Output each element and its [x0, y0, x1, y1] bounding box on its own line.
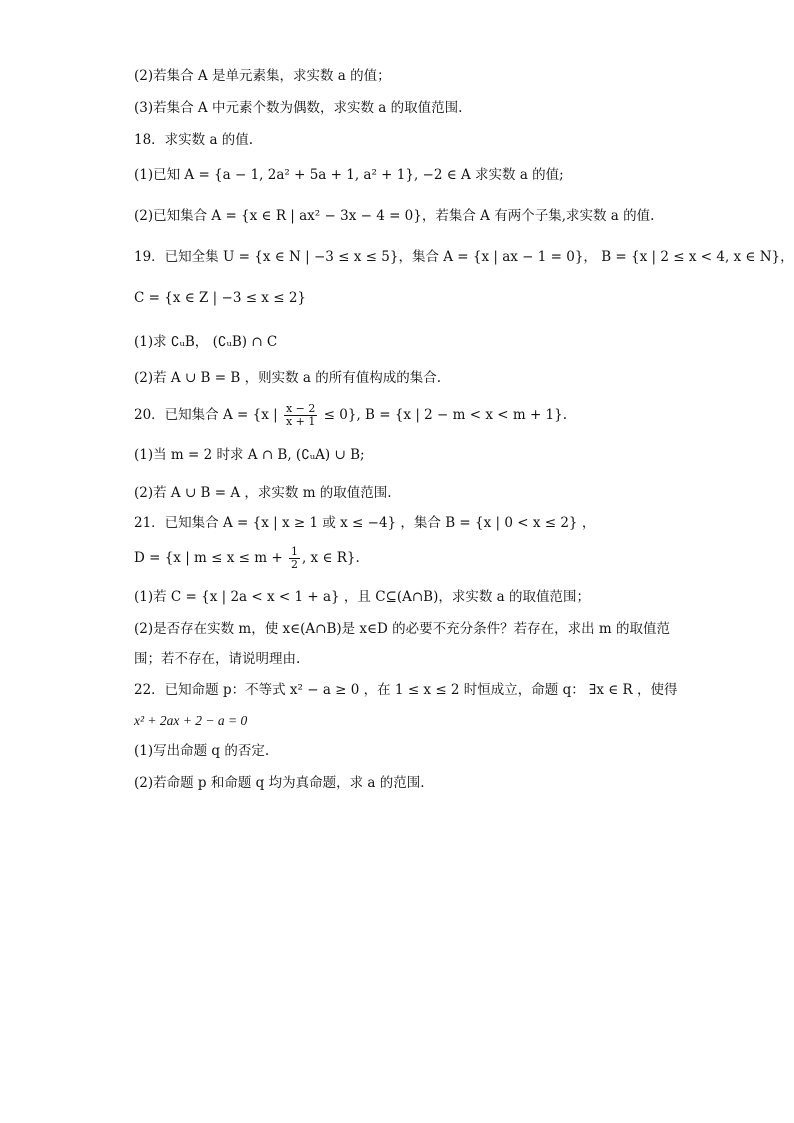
- q21-suffix: , x ∈ R}.: [301, 550, 360, 566]
- q21-denominator: 2: [290, 558, 298, 571]
- question-19-part-2: (2)若 A ∪ B = B ，则实数 a 的所有值构成的集合.: [134, 370, 442, 386]
- question-17-part-2: (2)若集合 A 是单元素集，求实数 a 的值；: [134, 68, 391, 84]
- question-17-part-3: (3)若集合 A 中元素个数为偶数，求实数 a 的取值范围.: [134, 100, 463, 116]
- q21-numerator: 1: [290, 545, 298, 558]
- question-19-part-1: (1)求 ∁ᵤB， (∁ᵤB) ∩ C: [134, 334, 278, 350]
- question-22-equation: x² + 2ax + 2 − a = 0: [134, 713, 248, 728]
- question-22-part-2: (2)若命题 p 和命题 q 均为真命题，求 a 的范围.: [134, 775, 425, 791]
- question-21-part-2: (2)是否存在实数 m，使 x∈(A∩B)是 x∈D 的必要不充分条件？若存在，求出 m 的取值范: [134, 621, 671, 637]
- question-21-set-d: [134, 546, 360, 571]
- question-20-part-2: (2)若 A ∪ B = A ，求实数 m 的取值范围.: [134, 485, 392, 501]
- question-22-title: 22．已知命题 p：不等式 x² − a ≥ 0 ，在 1 ≤ x ≤ 2 时恒成立，命题 q： ∃x ∈ R ，使得: [134, 682, 678, 698]
- question-18-title: 18．求实数 a 的值.: [134, 132, 254, 148]
- q21-prefix: D = {x | m ≤ x ≤ m +: [134, 550, 287, 566]
- question-18-part-1: (1)已知 A = {a − 1, 2a² + 5a + 1, a² + 1}, −2 ∈ A 求实数 a 的值;: [134, 167, 564, 183]
- q20-fraction: [284, 403, 317, 428]
- question-19-set-c: C = {x ∈ Z | −3 ≤ x ≤ 2}: [134, 290, 306, 306]
- q20-prefix: 20．已知集合 A = {x |: [134, 407, 282, 423]
- question-20-title: [134, 403, 567, 428]
- q20-denominator: x + 1: [285, 415, 316, 428]
- q20-numerator: x − 2: [285, 402, 316, 415]
- question-21-part-1: (1)若 C = {x | 2a < x < 1 + a} ，且 C⊆(A∩B)，求实数 a 的取值范围；: [134, 589, 591, 605]
- question-19-title: 19．已知全集 U = {x ∈ N | −3 ≤ x ≤ 5}，集合 A = {x | ax − 1 = 0}， B = {x | 2 ≤ x < 4, x ∈ N}，: [134, 249, 794, 265]
- question-21-part-2b: 围；若不存在，请说明理由.: [134, 651, 301, 667]
- question-20-part-1: (1)当 m = 2 时求 A ∩ B, (∁ᵤA) ∪ B;: [134, 447, 365, 463]
- question-21-title: 21．已知集合 A = {x | x ≥ 1 或 x ≤ −4} ，集合 B = {x | 0 < x ≤ 2} ，: [134, 515, 596, 531]
- q21-fraction: [289, 546, 300, 571]
- question-22-part-1: (1)写出命题 q 的否定.: [134, 743, 270, 759]
- question-18-part-2: (2)已知集合 A = {x ∈ R | ax² − 3x − 4 = 0}，若集合 A 有两个子集,求实数 a 的值.: [134, 208, 655, 224]
- q20-suffix: ≤ 0}, B = {x | 2 − m < x < m + 1}.: [319, 407, 568, 423]
